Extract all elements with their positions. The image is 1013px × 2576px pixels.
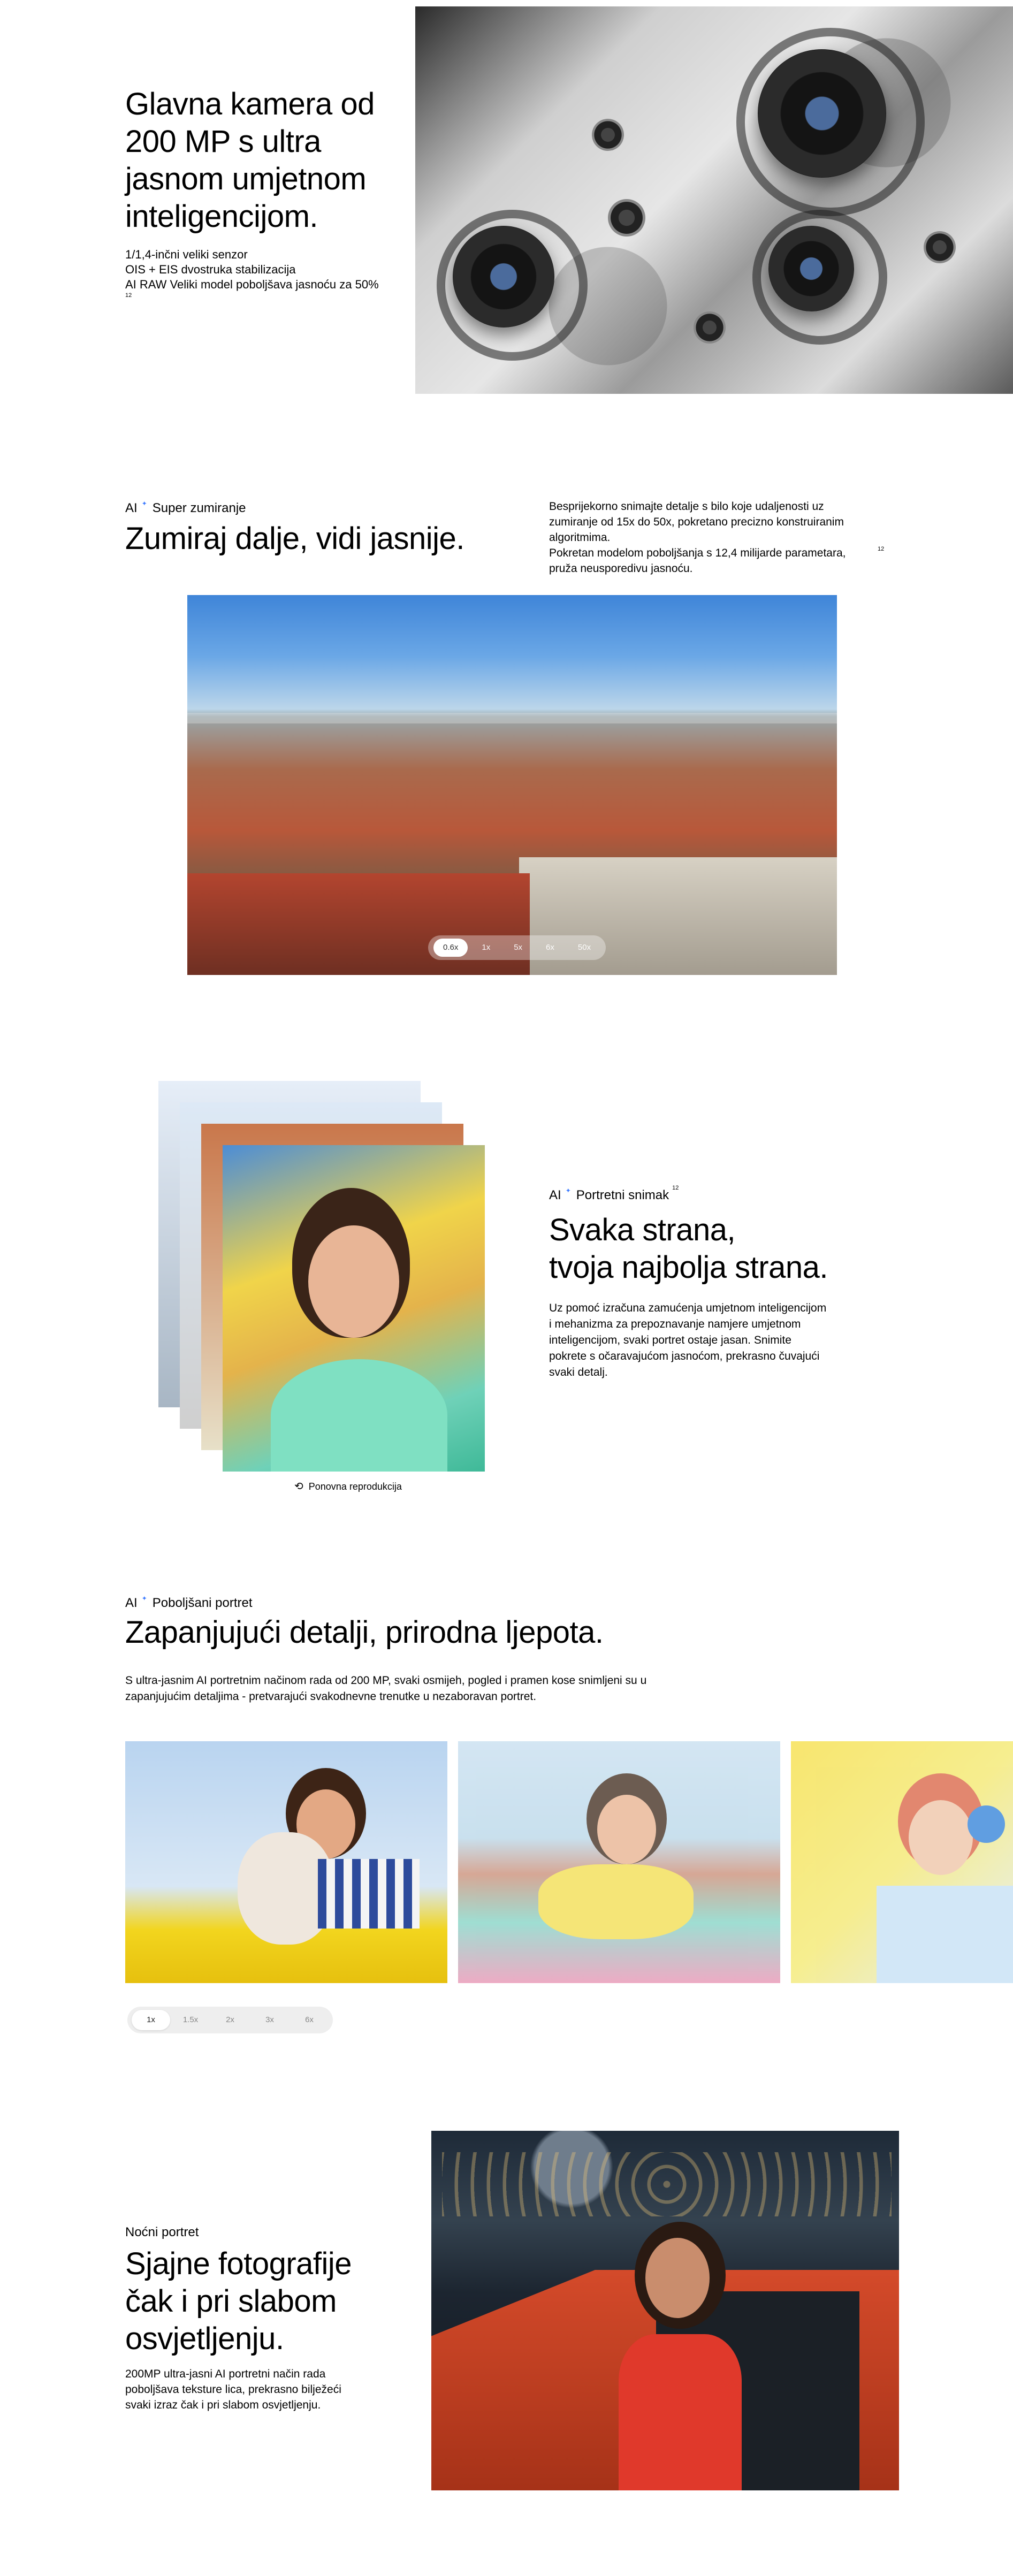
zoom-description-line: Pokretan modelom poboljšanja s 12,4 milijarde parametara, xyxy=(549,547,846,559)
enhanced-zoom-selector xyxy=(127,2007,333,2033)
zoom-eyebrow-label: Super zumiranje xyxy=(152,501,246,515)
enhanced-heading: Zapanjujući detalji, prirodna ljepota. xyxy=(125,1615,604,1650)
portrait-heading-line: tvoja najbolja strana. xyxy=(549,1250,828,1285)
zoom-option[interactable]: 1x xyxy=(482,943,491,952)
camera-heading-line: inteligencijom. xyxy=(125,199,318,234)
zoom-heading: Zumiraj dalje, vidi jasnije. xyxy=(125,521,464,556)
camera-note: 12 xyxy=(125,292,132,299)
replay-button[interactable] xyxy=(294,1480,402,1493)
night-heading-line: osvjetljenju. xyxy=(125,2321,284,2356)
camera-spec: AI RAW Veliki model poboljšava jasnoću za 50% xyxy=(125,278,379,291)
zoom-eyebrow xyxy=(125,500,246,517)
ai-label: AI xyxy=(125,1596,138,1610)
night-description-line: 200MP ultra-jasni AI portretni način rada xyxy=(125,2368,326,2380)
zoom-section xyxy=(0,482,1013,990)
zoom-description-line: Besprijekorno snimajte detalje s bilo koje udaljenosti uz xyxy=(549,500,824,513)
night-portrait-image xyxy=(431,2131,899,2490)
portrait-description xyxy=(549,1300,892,1381)
zoom-option[interactable]: 3x xyxy=(265,2015,274,2024)
zoom-note: 12 xyxy=(878,546,885,552)
camera-spec: 1/1,4-inčni veliki senzor xyxy=(125,248,248,261)
camera-specs xyxy=(125,247,403,299)
zoom-description xyxy=(549,499,881,576)
zoom-option[interactable]: 5x xyxy=(514,943,523,952)
camera-heading xyxy=(125,86,403,235)
camera-heading-line: Glavna kamera od xyxy=(125,87,375,121)
portrait-section xyxy=(0,1065,1013,1520)
night-description-line: svaki izraz čak i pri slabom osvjetljenju. xyxy=(125,2399,321,2411)
zoom-level-selector xyxy=(428,935,606,960)
zoom-description-line: pruža neusporedivu jasnoću. xyxy=(549,562,693,575)
zoom-option[interactable]: 6x xyxy=(305,2015,314,2024)
portrait-heading-line: Svaka strana, xyxy=(549,1213,736,1247)
night-section xyxy=(0,2130,1013,2576)
camera-module-image xyxy=(415,6,1013,394)
sparkle-icon: ✦ xyxy=(141,1595,147,1602)
city-panorama-image xyxy=(187,595,837,975)
zoom-option[interactable]: 6x xyxy=(546,943,554,952)
gallery-image-dog xyxy=(125,1741,447,1983)
night-heading-line: Sjajne fotografije xyxy=(125,2246,352,2281)
portrait-note: 12 xyxy=(672,1185,679,1191)
portrait-eyebrow xyxy=(549,1187,679,1204)
gallery-image-beach xyxy=(458,1741,780,1983)
night-description xyxy=(125,2366,425,2413)
camera-heading-line: 200 MP s ultra xyxy=(125,124,321,159)
enhanced-description-line: S ultra-jasnim AI portretnim načinom rada od 200 MP, svaki osmijeh, pogled i pramen kose snimljeni su u xyxy=(125,1674,647,1687)
portrait-description-line: inteligencijom, svaki portret ostaje jasan. Snimite xyxy=(549,1334,791,1346)
portrait-description-line: svaki detalj. xyxy=(549,1366,608,1378)
zoom-option[interactable]: 0.6x xyxy=(433,939,468,957)
portrait-description-line: pokrete s očaravajućom jasnoćom, prekrasno čuvajući xyxy=(549,1350,820,1362)
sparkle-icon: ✦ xyxy=(141,500,147,507)
zoom-description-line: zumiranje od 15x do 50x, pokretano precizno konstruiranim xyxy=(549,516,844,528)
portrait-description-line: i mehanizma za prepoznavanje namjere umjetnom xyxy=(549,1318,801,1330)
sparkle-icon: ✦ xyxy=(565,1187,571,1194)
night-description-line: poboljšava teksture lica, prekrasno bilježeći xyxy=(125,2383,341,2396)
night-heading-line: čak i pri slabom xyxy=(125,2284,337,2319)
replay-icon: ⟲ xyxy=(294,1481,303,1492)
enhanced-eyebrow xyxy=(125,1595,253,1612)
zoom-option[interactable]: 2x xyxy=(226,2015,234,2024)
zoom-description-line: algoritmima. xyxy=(549,531,611,544)
ai-label: AI xyxy=(549,1188,561,1202)
gallery-image-ball xyxy=(791,1741,1013,1983)
enhanced-description-line: zapanjujućim detaljima - pretvarajući svakodnevne trenutke u nezaboravan portret. xyxy=(125,1690,537,1703)
enhanced-description xyxy=(125,1673,821,1705)
camera-spec: OIS + EIS dvostruka stabilizacija xyxy=(125,263,296,276)
camera-heading-line: jasnom umjetnom xyxy=(125,162,367,196)
portrait-heading xyxy=(549,1211,924,1286)
zoom-option[interactable]: 50x xyxy=(577,943,591,952)
camera-section xyxy=(0,0,1013,407)
portrait-description-line: Uz pomoć izračuna zamućenja umjetnom inteligencijom xyxy=(549,1302,827,1314)
replay-label: Ponovna reprodukcija xyxy=(308,1481,402,1492)
portrait-eyebrow-label: Portretni snimak xyxy=(576,1188,669,1202)
enhanced-section xyxy=(0,1595,1013,2055)
zoom-option[interactable]: 1x xyxy=(132,2010,170,2030)
zoom-option[interactable]: 1.5x xyxy=(182,2015,199,2024)
night-heading xyxy=(125,2245,425,2358)
ai-label: AI xyxy=(125,501,138,515)
portrait-front-image xyxy=(223,1145,485,1472)
night-eyebrow: Noćni portret xyxy=(125,2225,199,2239)
enhanced-eyebrow-label: Poboljšani portret xyxy=(152,1596,253,1610)
